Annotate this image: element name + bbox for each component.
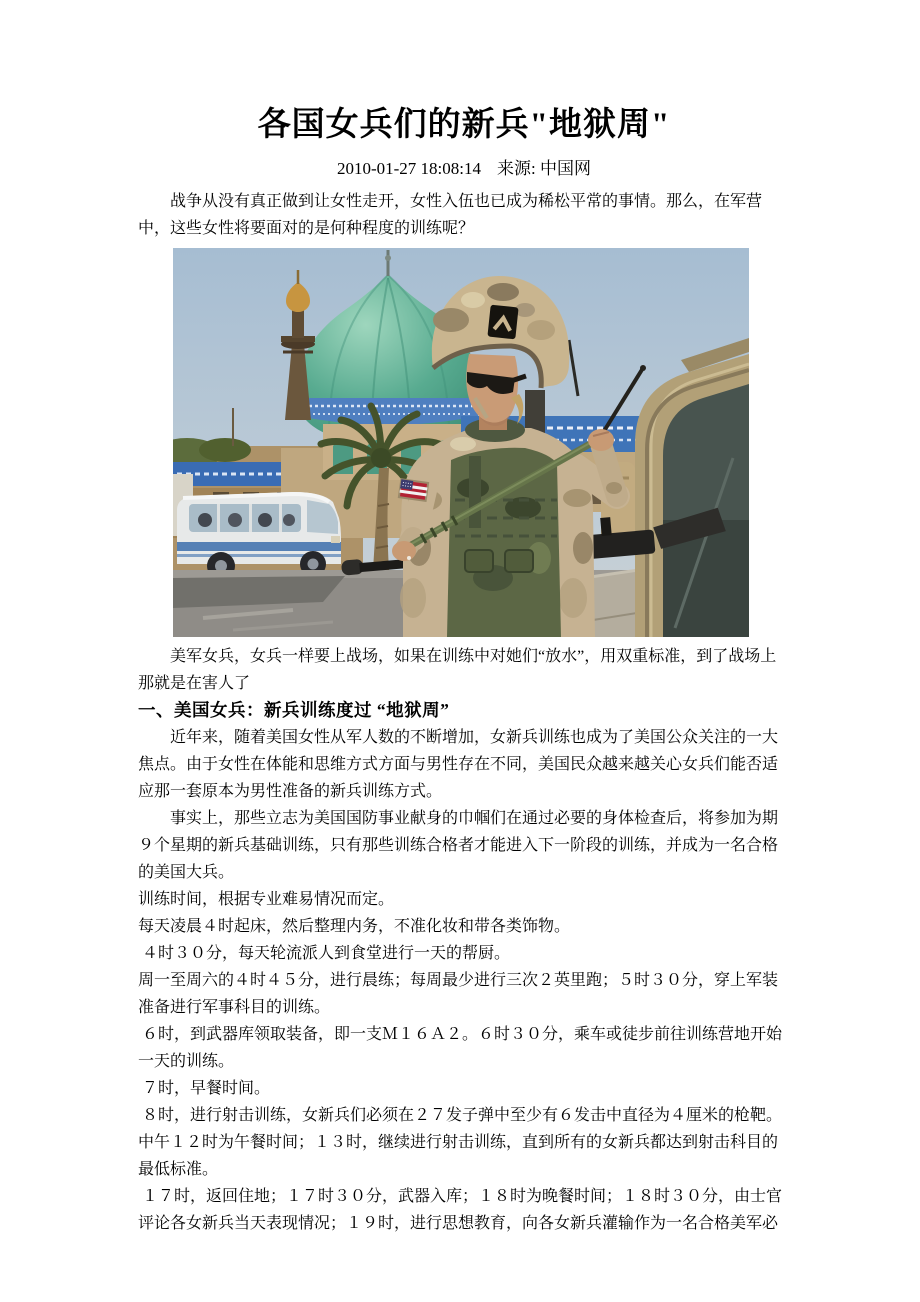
paragraph: 事实上，那些立志为美国国防事业献身的巾帼们在通过必要的身体检查后，将参加为期９个星期的新兵基础训练，只有那些训练合格者才能进入下一阶段的训练，并成为一名合格的美国大兵。 — [138, 809, 779, 881]
paragraph: 战争从没有真正做到让女性走开，女性入伍也已成为稀松平常的事情。那么，在军营中，这些女性将要面对的是何种程度的训练呢？ — [138, 192, 763, 237]
paragraph: 周一至周六的４时４５分，进行晨练；每周最少进行三次２英里跑；５时３０分，穿上军装准备进行军事科目的训练。 — [138, 971, 779, 1016]
article-photo — [173, 248, 749, 637]
publish-datetime: 2010-01-27 18:08:14 — [336, 158, 482, 178]
lead-paragraphs — [138, 188, 790, 242]
body-paragraphs — [138, 643, 790, 1237]
paragraph: 每天凌晨４时起床，然后整理内务，不准化妆和带各类饰物。 — [138, 917, 571, 935]
us-flag-patch — [399, 479, 428, 501]
paragraph: ７时，早餐时间。 — [138, 1079, 271, 1097]
source-label: 来源: — [497, 158, 536, 178]
right-hand — [588, 429, 614, 451]
paragraph: ４时３０分，每天轮流派人到食堂进行一天的帮厨。 — [138, 944, 511, 962]
paragraph: ８时，进行射击训练，女新兵们必须在２７发子弹中至少有６发击中直径为４厘米的枪靶。中午１２时为午餐时间；１３时，继续进行射击训练，直到所有的女新兵都达到射击科目的最低标准。 — [138, 1106, 783, 1178]
page-title: 各国女兵们的新兵"地狱周" — [257, 107, 671, 143]
soldier-mosque-photo — [173, 248, 749, 637]
paragraph: １７时，返回住地；１７时３０分，武器入库；１８时为晚餐时间；１８时３０分，由士官评论各女新兵当天表现情况；１９时，进行思想教育，向各女新兵灌输作为一名合格美军必 — [138, 1187, 783, 1232]
paragraph: 近年来，随着美国女性从军人数的不断增加，女新兵训练也成为了美国公众关注的一大焦点。由于女性在体能和思维方式方面与男性存在不同，美国民众越来越关心女兵们能否适应那一套原本为男性准备的新兵训练方式。 — [138, 728, 779, 800]
paragraph: 训练时间，根据专业难易情况而定。 — [138, 890, 395, 908]
section-heading: 一、美国女兵：新兵训练度过 “地狱周” — [138, 699, 450, 720]
paragraph: ６时，到武器库领取装备，即一支Ｍ１６Ａ２。６时３０分，乘车或徒步前往训练营地开始一天的训练。 — [138, 1025, 783, 1070]
paragraph: 美军女兵，女兵一样要上战场，如果在训练中对她们“放水”，用双重标准，到了战场上那就是在害人了 — [138, 647, 777, 692]
article-meta — [138, 157, 790, 181]
left-hand — [392, 541, 416, 561]
rank-patch — [487, 304, 518, 339]
source-name: 中国网 — [540, 158, 591, 178]
